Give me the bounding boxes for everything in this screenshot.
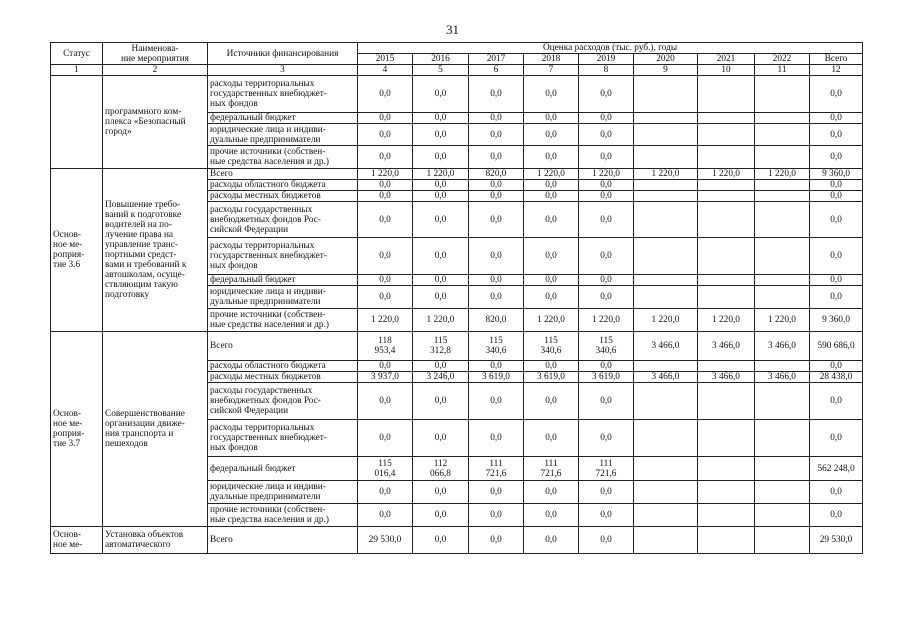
value-cell [698,383,755,420]
value-cell: 0,0 [469,238,524,275]
value-cell [755,124,810,146]
activity-name-cell: Повышение требо- ваний к подготовке водителей на по- лучение права на управление транс- портными средст- вами и требований к автошколам, осуще- ствляющим такую подготовку [103,169,208,332]
value-cell: 0,0 [358,420,413,457]
value-cell: 0,0 [469,527,524,554]
funding-source-cell: юридические лица и индиви- дуальные предприниматели [208,481,358,504]
value-cell: 112 066,8 [413,457,469,481]
value-cell [698,146,755,169]
value-cell [634,238,698,275]
value-cell [755,191,810,202]
column-number: 6 [469,65,524,76]
column-number: 4 [358,65,413,76]
value-cell [698,191,755,202]
value-cell: 0,0 [469,202,524,238]
value-cell: 1 220,0 [358,309,413,332]
funding-source-cell: юридические лица и индиви- дуальные предприниматели [208,286,358,309]
value-cell: 3 246,0 [413,372,469,383]
value-cell [755,383,810,420]
value-cell [698,275,755,286]
value-cell: 111 721,6 [579,457,634,481]
value-cell: 0,0 [469,286,524,309]
year-header: 2016 [413,54,469,65]
status-cell: Основ- ное ме- роприя- тие 3.6 [51,169,103,332]
value-cell: 115 016,4 [358,457,413,481]
value-cell [755,76,810,113]
value-cell: 0,0 [469,275,524,286]
name-header: Наименова- ние мероприятия [103,43,208,65]
column-number: 2 [103,65,208,76]
value-cell: 1 220,0 [698,309,755,332]
value-cell: 0,0 [579,286,634,309]
budget-table-body [51,43,863,554]
value-cell: 0,0 [469,180,524,191]
value-cell: 0,0 [358,191,413,202]
value-cell: 0,0 [810,286,863,309]
value-cell: 1 220,0 [524,169,579,180]
value-cell: 9 360,0 [810,309,863,332]
funding-source-cell: прочие источники (собствен- ные средства населения и др.) [208,309,358,332]
value-cell: 0,0 [579,113,634,124]
status-cell: Основ- ное ме- [51,527,103,554]
header-row [51,43,863,54]
value-cell: 0,0 [413,238,469,275]
value-cell: 0,0 [524,286,579,309]
table-row [51,76,863,113]
value-cell: 1 220,0 [579,169,634,180]
value-cell: 0,0 [469,361,524,372]
funding-source-cell: федеральный бюджет [208,275,358,286]
value-cell: 0,0 [579,504,634,527]
value-cell: 0,0 [524,361,579,372]
value-cell: 118 953,4 [358,332,413,361]
value-cell: 820,0 [469,309,524,332]
table-row [51,169,863,180]
value-cell: 1 220,0 [698,169,755,180]
funding-source-cell: расходы государственных внебюджетных фондов Рос- сийской Федерации [208,202,358,238]
value-cell: 590 686,0 [810,332,863,361]
funding-source-cell: расходы территориальных государственных внебюджет- ных фондов [208,238,358,275]
value-cell: 115 340,6 [524,332,579,361]
value-cell [698,238,755,275]
funding-source-cell: федеральный бюджет [208,457,358,481]
value-cell: 3 466,0 [698,372,755,383]
year-header: 2021 [698,54,755,65]
value-cell: 0,0 [524,124,579,146]
funding-source-cell: Всего [208,169,358,180]
value-cell: 0,0 [413,420,469,457]
value-cell: 1 220,0 [755,309,810,332]
value-cell: 3 466,0 [755,332,810,361]
value-cell: 0,0 [358,113,413,124]
value-cell: 1 220,0 [413,169,469,180]
value-cell: 28 438,0 [810,372,863,383]
value-cell: 0,0 [358,481,413,504]
funding-source-cell: Всего [208,332,358,361]
status-cell [51,76,103,169]
value-cell: 0,0 [358,180,413,191]
value-cell: 0,0 [579,238,634,275]
funding-source-cell: федеральный бюджет [208,113,358,124]
value-cell: 0,0 [524,275,579,286]
value-cell: 3 619,0 [469,372,524,383]
value-cell [698,113,755,124]
value-cell: 0,0 [579,275,634,286]
value-cell [755,202,810,238]
value-cell [755,286,810,309]
value-cell: 0,0 [413,275,469,286]
funding-source-cell: расходы государственных внебюджетных фондов Рос- сийской Федерации [208,383,358,420]
value-cell: 0,0 [810,124,863,146]
value-cell: 3 466,0 [634,332,698,361]
value-cell: 0,0 [413,180,469,191]
value-cell [698,527,755,554]
value-cell: 0,0 [524,113,579,124]
activity-name-cell: программного ком- плекса «Безопасный город» [103,76,208,169]
value-cell [634,180,698,191]
funding-source-cell: расходы областного бюджета [208,361,358,372]
value-cell: 0,0 [524,527,579,554]
activity-name-cell: Установка объектов автоматического [103,527,208,554]
value-cell: 29 530,0 [810,527,863,554]
value-cell: 0,0 [413,76,469,113]
funding-source-cell: прочие источники (собствен- ные средства населения и др.) [208,146,358,169]
value-cell: 0,0 [524,238,579,275]
value-cell [634,420,698,457]
column-number: 8 [579,65,634,76]
column-number: 9 [634,65,698,76]
value-cell [755,420,810,457]
value-cell: 0,0 [358,383,413,420]
value-cell: 3 466,0 [755,372,810,383]
value-cell: 0,0 [579,527,634,554]
sources-header: Источники финансирования [208,43,358,65]
value-cell: 0,0 [524,76,579,113]
value-cell: 0,0 [413,202,469,238]
value-cell: 0,0 [413,383,469,420]
value-cell [634,202,698,238]
value-cell [755,457,810,481]
value-cell: 1 220,0 [358,169,413,180]
value-cell: 0,0 [810,275,863,286]
value-cell: 0,0 [413,361,469,372]
value-cell [634,527,698,554]
value-cell: 1 220,0 [579,309,634,332]
year-header: Всего [810,54,863,65]
value-cell: 111 721,6 [469,457,524,481]
value-cell: 1 220,0 [755,169,810,180]
funding-source-cell: Всего [208,527,358,554]
value-cell: 3 619,0 [579,372,634,383]
value-cell: 0,0 [358,361,413,372]
value-cell: 0,0 [579,383,634,420]
value-cell: 0,0 [358,202,413,238]
value-cell: 0,0 [810,76,863,113]
value-cell: 0,0 [810,180,863,191]
column-number: 12 [810,65,863,76]
value-cell: 0,0 [810,146,863,169]
value-cell [755,238,810,275]
value-cell [698,457,755,481]
value-cell [634,191,698,202]
value-cell [634,275,698,286]
value-cell: 0,0 [469,146,524,169]
year-header: 2018 [524,54,579,65]
column-number: 3 [208,65,358,76]
value-cell: 820,0 [469,169,524,180]
value-cell: 0,0 [358,76,413,113]
value-cell [755,146,810,169]
column-number: 1 [51,65,103,76]
value-cell: 562 248,0 [810,457,863,481]
value-cell [634,146,698,169]
value-cell: 0,0 [579,420,634,457]
year-header: 2022 [755,54,810,65]
table-row [51,527,863,554]
value-cell: 0,0 [810,504,863,527]
value-cell: 0,0 [358,275,413,286]
value-cell: 9 360,0 [810,169,863,180]
funding-source-cell: расходы местных бюджетов [208,372,358,383]
value-cell [755,481,810,504]
value-cell: 0,0 [579,76,634,113]
value-cell: 0,0 [358,124,413,146]
value-cell: 3 937,0 [358,372,413,383]
value-cell [698,361,755,372]
value-cell: 0,0 [579,124,634,146]
value-cell: 0,0 [469,113,524,124]
value-cell [634,113,698,124]
column-number: 7 [524,65,579,76]
value-cell: 115 340,6 [579,332,634,361]
value-cell: 0,0 [469,504,524,527]
column-number: 10 [698,65,755,76]
value-cell: 0,0 [413,113,469,124]
column-number: 11 [755,65,810,76]
value-cell: 0,0 [413,286,469,309]
value-cell: 0,0 [524,481,579,504]
value-cell [755,361,810,372]
value-cell: 0,0 [413,504,469,527]
value-cell: 1 220,0 [524,309,579,332]
value-cell [634,361,698,372]
value-cell: 3 466,0 [634,372,698,383]
value-cell: 0,0 [469,420,524,457]
value-cell [634,383,698,420]
value-cell: 0,0 [579,361,634,372]
value-cell: 3 619,0 [524,372,579,383]
value-cell [755,180,810,191]
funding-source-cell: расходы территориальных государственных внебюджет- ных фондов [208,420,358,457]
estimate-header: Оценка расходов (тыс. руб.), годы [358,43,863,54]
value-cell [634,504,698,527]
value-cell [634,286,698,309]
column-number-row [51,65,863,76]
value-cell: 0,0 [469,76,524,113]
status-header: Статус [51,43,103,65]
activity-name-cell: Совершенствование организации движе- ния транспорта и пешеходов [103,332,208,527]
value-cell: 0,0 [579,191,634,202]
year-header: 2017 [469,54,524,65]
funding-source-cell: расходы территориальных государственных внебюджет- ных фондов [208,76,358,113]
value-cell [698,286,755,309]
value-cell: 0,0 [413,481,469,504]
value-cell: 0,0 [413,191,469,202]
value-cell [698,124,755,146]
value-cell: 0,0 [413,527,469,554]
value-cell: 0,0 [579,481,634,504]
value-cell: 0,0 [524,504,579,527]
value-cell [755,527,810,554]
value-cell: 29 530,0 [358,527,413,554]
value-cell: 0,0 [469,383,524,420]
value-cell [698,180,755,191]
value-cell: 115 312,8 [413,332,469,361]
funding-source-cell: прочие источники (собствен- ные средства населения и др.) [208,504,358,527]
value-cell: 115 340,6 [469,332,524,361]
value-cell: 0,0 [810,481,863,504]
value-cell: 0,0 [469,124,524,146]
value-cell [634,124,698,146]
value-cell [755,275,810,286]
value-cell: 1 220,0 [413,309,469,332]
value-cell: 0,0 [810,383,863,420]
value-cell: 0,0 [579,202,634,238]
value-cell [634,481,698,504]
value-cell: 0,0 [810,191,863,202]
value-cell [698,504,755,527]
value-cell: 0,0 [358,286,413,309]
value-cell: 0,0 [524,202,579,238]
value-cell: 0,0 [810,420,863,457]
funding-source-cell: расходы местных бюджетов [208,191,358,202]
value-cell: 0,0 [524,180,579,191]
value-cell [698,481,755,504]
value-cell: 0,0 [524,191,579,202]
value-cell [634,76,698,113]
value-cell: 0,0 [469,481,524,504]
value-cell: 0,0 [810,238,863,275]
value-cell [755,113,810,124]
value-cell [755,504,810,527]
value-cell: 0,0 [524,420,579,457]
value-cell: 0,0 [358,238,413,275]
value-cell: 0,0 [469,191,524,202]
value-cell [698,76,755,113]
status-cell: Основ- ное ме- роприя- тие 3.7 [51,332,103,527]
funding-source-cell: юридические лица и индиви- дуальные предприниматели [208,124,358,146]
year-header: 2019 [579,54,634,65]
table-row [51,332,863,361]
value-cell: 0,0 [524,146,579,169]
value-cell: 0,0 [358,504,413,527]
value-cell: 0,0 [358,146,413,169]
value-cell [698,202,755,238]
year-header: 2015 [358,54,413,65]
value-cell: 0,0 [579,146,634,169]
column-number: 5 [413,65,469,76]
value-cell [698,420,755,457]
value-cell: 0,0 [579,180,634,191]
value-cell [634,457,698,481]
value-cell: 0,0 [810,361,863,372]
value-cell: 0,0 [413,124,469,146]
budget-table [50,42,863,554]
year-header: 2020 [634,54,698,65]
value-cell: 111 721,6 [524,457,579,481]
value-cell: 1 220,0 [634,169,698,180]
page-number: 31 [446,22,459,37]
value-cell: 0,0 [810,113,863,124]
value-cell: 0,0 [810,202,863,238]
value-cell: 3 466,0 [698,332,755,361]
funding-source-cell: расходы областного бюджета [208,180,358,191]
value-cell: 0,0 [524,383,579,420]
value-cell: 1 220,0 [634,309,698,332]
value-cell: 0,0 [413,146,469,169]
